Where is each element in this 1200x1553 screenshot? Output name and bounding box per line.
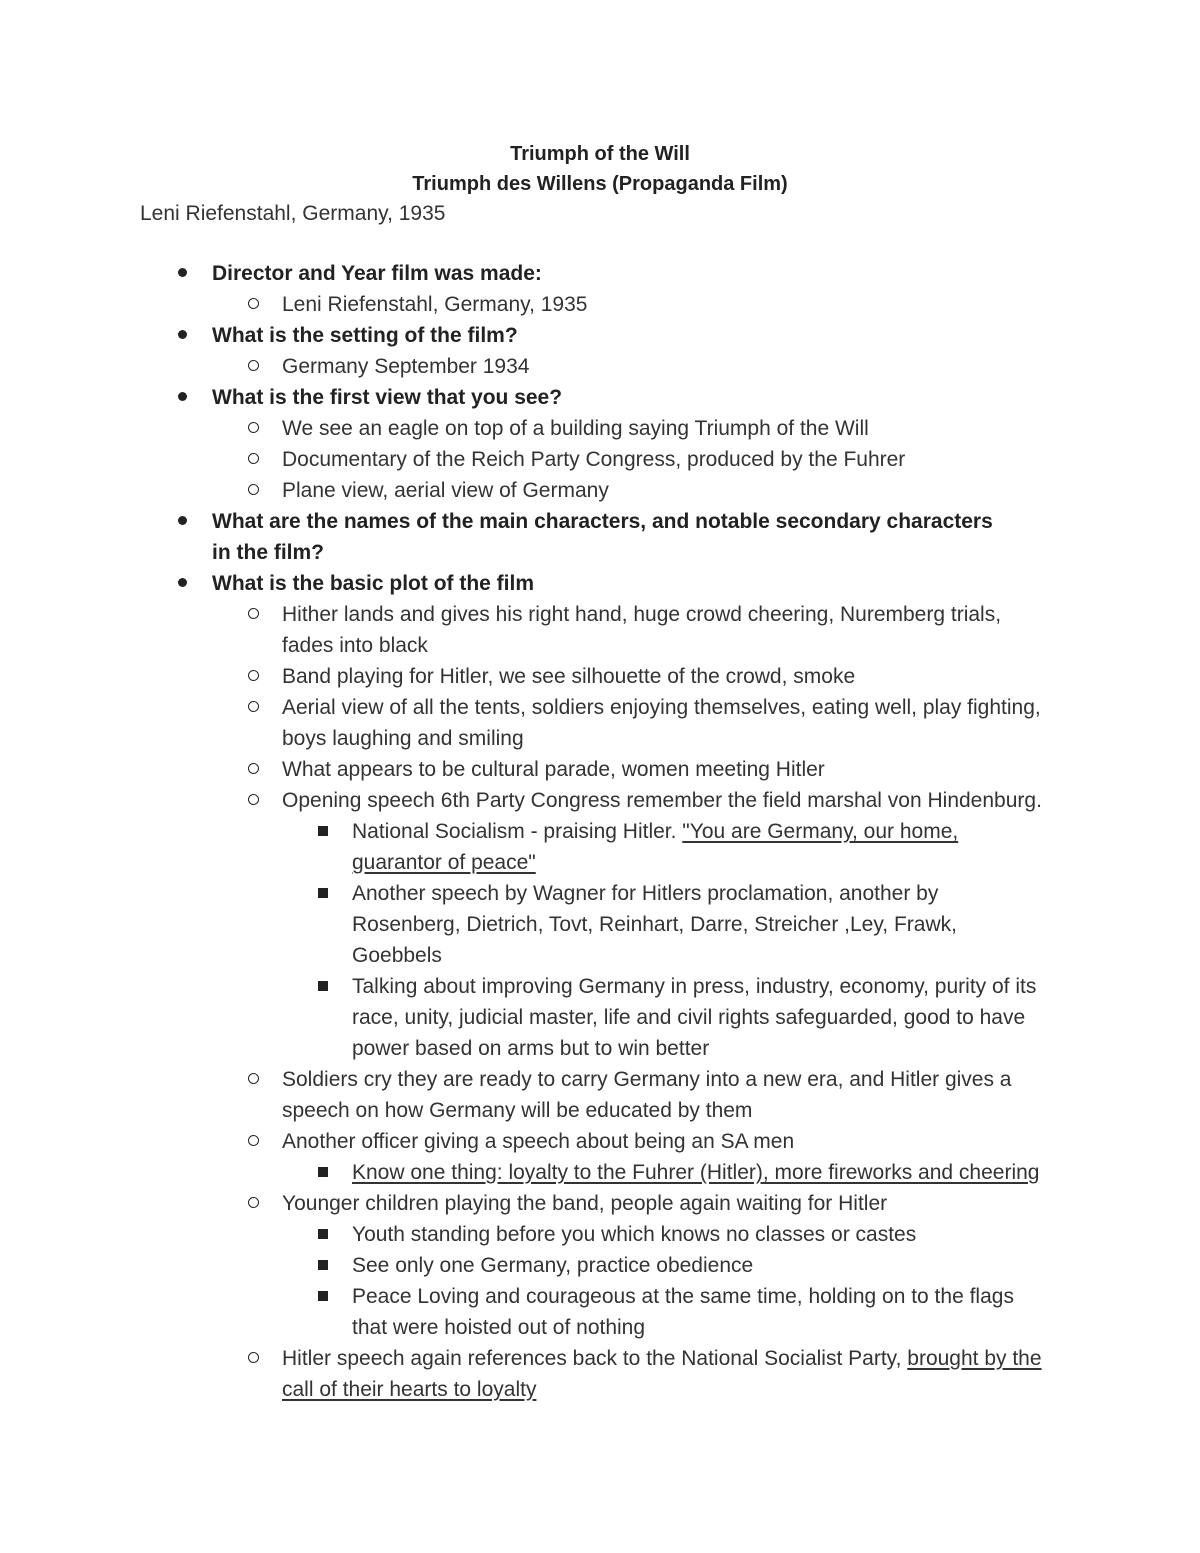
plot-detail: Youth standing before you which knows no classes or castes xyxy=(352,1223,917,1246)
plot-detail-underlined: Know one thing: loyalty to the Fuhrer (Hitler), more fireworks and cheering xyxy=(352,1161,1040,1184)
question-director: Director and Year film was made: xyxy=(212,262,542,285)
hollow-bullet-icon xyxy=(248,444,259,475)
list-item xyxy=(0,382,1200,413)
hollow-bullet-icon xyxy=(248,1343,259,1374)
answer-text: Germany September 1934 xyxy=(282,355,530,378)
hollow-bullet-icon xyxy=(248,351,259,382)
question-characters: What are the names of the main characters, and notable secondary characters in the film? xyxy=(212,510,993,564)
plot-detail: Another speech by Wagner for Hitlers proclamation, another by Rosenberg, Dietrich, Tovt, Reinhart, Darre, Streicher ,Ley, Frawk, Goebbels xyxy=(352,882,957,967)
question-plot: What is the basic plot of the film xyxy=(212,572,535,595)
plot-point-underlined: brought by the call of their hearts to loyalty xyxy=(282,1347,1042,1401)
list-item xyxy=(0,1343,1200,1405)
plot-point: Another officer giving a speech about being an SA men xyxy=(282,1130,795,1153)
list-item xyxy=(0,599,1200,661)
square-bullet-icon xyxy=(318,816,328,847)
document-title: Triumph of the Will xyxy=(510,143,690,165)
hollow-bullet-icon xyxy=(248,754,259,785)
plot-point xyxy=(0,1343,1052,1405)
hollow-bullet-icon xyxy=(248,785,259,816)
list-item xyxy=(0,258,1200,289)
list-item xyxy=(0,1188,1200,1219)
document-subtitle: Leni Riefenstahl, Germany, 1935 xyxy=(140,202,446,225)
hollow-bullet-icon xyxy=(248,661,259,692)
bullet-icon xyxy=(178,568,187,599)
list-item xyxy=(0,754,1200,785)
hollow-bullet-icon xyxy=(248,289,259,320)
list-item xyxy=(0,878,1200,971)
bullet-icon xyxy=(178,506,187,537)
question-setting: What is the setting of the film? xyxy=(212,324,518,347)
hollow-bullet-icon xyxy=(248,413,259,444)
list-item xyxy=(0,506,1200,568)
list-item xyxy=(0,444,1200,475)
list-item xyxy=(0,785,1200,816)
document-title-german: Triumph des Willens (Propaganda Film) xyxy=(412,173,788,195)
list-item xyxy=(0,1281,1200,1343)
plot-detail: See only one Germany, practice obedience xyxy=(352,1254,754,1277)
list-item xyxy=(0,413,1200,444)
outline-list xyxy=(0,258,1200,1405)
square-bullet-icon xyxy=(318,971,328,1002)
bullet-icon xyxy=(178,320,187,351)
plot-point: Hither lands and gives his right hand, huge crowd cheering, Nuremberg trials, fades into black xyxy=(282,603,1002,657)
plot-point: Soldiers cry they are ready to carry Germany into a new era, and Hitler gives a speech on how Germany will be educated by them xyxy=(282,1068,1012,1122)
plot-point: What appears to be cultural parade, women meeting Hitler xyxy=(282,758,825,781)
answer-text: We see an eagle on top of a building saying Triumph of the Will xyxy=(282,417,869,440)
bullet-icon xyxy=(178,258,187,289)
square-bullet-icon xyxy=(318,1281,328,1312)
square-bullet-icon xyxy=(318,878,328,909)
list-item xyxy=(0,1126,1200,1157)
list-item xyxy=(0,289,1200,320)
hollow-bullet-icon xyxy=(248,692,259,723)
list-item xyxy=(0,351,1200,382)
list-item xyxy=(0,320,1200,351)
bullet-icon xyxy=(178,382,187,413)
hollow-bullet-icon xyxy=(248,1126,259,1157)
square-bullet-icon xyxy=(318,1250,328,1281)
list-item xyxy=(0,1250,1200,1281)
hollow-bullet-icon xyxy=(248,599,259,630)
square-bullet-icon xyxy=(318,1219,328,1250)
plot-point: Aerial view of all the tents, soldiers enjoying themselves, eating well, play fighting, boys laughing and smiling xyxy=(282,696,1041,750)
plot-detail xyxy=(0,816,1052,878)
plot-point: Opening speech 6th Party Congress remember the field marshal von Hindenburg. xyxy=(282,789,1042,812)
hollow-bullet-icon xyxy=(248,1064,259,1095)
list-item xyxy=(0,1157,1200,1188)
question-first-view: What is the first view that you see? xyxy=(212,386,563,409)
plot-point: Younger children playing the band, people again waiting for Hitler xyxy=(282,1192,888,1215)
answer-text: Documentary of the Reich Party Congress, produced by the Fuhrer xyxy=(282,448,906,471)
square-bullet-icon xyxy=(318,1157,328,1188)
plot-point: Band playing for Hitler, we see silhouette of the crowd, smoke xyxy=(282,665,856,688)
list-item xyxy=(0,1064,1200,1126)
quote-underlined: "You are Germany, our home, guarantor of peace" xyxy=(352,820,959,874)
plot-detail-plain: National Socialism - praising Hitler. xyxy=(352,820,683,843)
plot-detail: Talking about improving Germany in press, industry, economy, purity of its race, unity, judicial master, life and civil rights safeguarded, good to have power based on arms but to win better xyxy=(352,975,1037,1060)
list-item xyxy=(0,971,1200,1064)
plot-point-plain: Hitler speech again references back to the National Socialist Party, xyxy=(282,1347,908,1370)
hollow-bullet-icon xyxy=(248,1188,259,1219)
answer-text: Plane view, aerial view of Germany xyxy=(282,479,609,502)
list-item xyxy=(0,568,1200,599)
list-item xyxy=(0,661,1200,692)
list-item xyxy=(0,1219,1200,1250)
list-item xyxy=(0,475,1200,506)
list-item xyxy=(0,816,1200,878)
plot-detail: Peace Loving and courageous at the same time, holding on to the flags that were hoisted out of nothing xyxy=(352,1285,1014,1339)
answer-text: Leni Riefenstahl, Germany, 1935 xyxy=(282,293,588,316)
list-item xyxy=(0,692,1200,754)
hollow-bullet-icon xyxy=(248,475,259,506)
